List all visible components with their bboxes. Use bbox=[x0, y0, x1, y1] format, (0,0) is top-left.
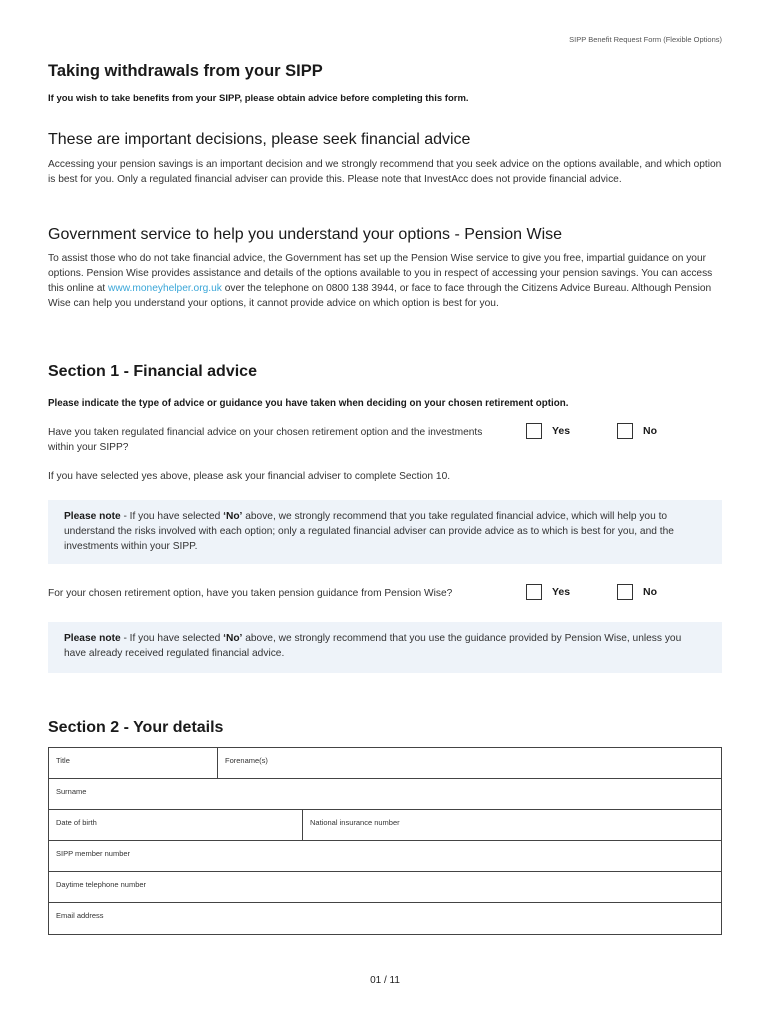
note2-rest: above, we strongly recommend that you use the guidance provided by Pension Wise, unless you have already received regulated financial advice. bbox=[64, 633, 682, 659]
section2-heading: Section 2 - Your details bbox=[48, 719, 224, 736]
q1-advice-question: Have you taken regulated financial advice on your chosen retirement option and the investments within your SIPP? bbox=[48, 427, 483, 453]
sipp-member-field[interactable] bbox=[49, 841, 721, 872]
q2-no-label: No bbox=[643, 586, 657, 598]
note1-rest: above, we strongly recommend that you take regulated financial advice, which will help you to understand the risks involved with each option; only a regulated financial adviser can provide advice as to which is best for you, and the investments within your SIPP. bbox=[64, 511, 674, 552]
intro-text: If you wish to take benefits from your SIPP, please obtain advice before completing this form. bbox=[48, 93, 469, 104]
q2-no-checkbox[interactable] bbox=[617, 584, 633, 600]
row-dob-ni bbox=[49, 810, 721, 841]
q2-yes-checkbox[interactable] bbox=[526, 584, 542, 600]
pension-wise-text-b: over the telephone on 0800 138 3944, or face to face through the Citizens Advice Bureau. Although Pension Wise can help you understand your options, it cannot provide advice on which option is best for you. bbox=[48, 283, 712, 309]
forenames-field[interactable] bbox=[218, 748, 721, 778]
dob-label: Date of birth bbox=[56, 818, 97, 827]
note2-bold: Please note bbox=[64, 633, 121, 644]
ni-number-field[interactable] bbox=[303, 810, 721, 840]
q1-no-checkbox[interactable] bbox=[617, 423, 633, 439]
note-advice bbox=[48, 500, 722, 564]
email-label: Email address bbox=[56, 911, 104, 920]
note-guidance bbox=[48, 622, 722, 673]
dob-field[interactable] bbox=[49, 810, 303, 840]
title-field[interactable] bbox=[49, 748, 218, 778]
pension-wise-text-a: To assist those who do not take financial advice, the Government has set up the Pension Wise service to give you free, impartial guidance on your options. Pension Wise provides assistance and details of the options available to you in respect of accessing your pension savings. You can access this online at bbox=[48, 253, 713, 294]
row-title-forenames bbox=[49, 748, 721, 779]
note2-dash: - If you have selected bbox=[120, 633, 224, 644]
daytime-phone-label: Daytime telephone number bbox=[56, 880, 147, 889]
q1-no-label: No bbox=[643, 425, 657, 437]
page-title: Taking withdrawals from your SIPP bbox=[48, 62, 323, 80]
note1-dash: - If you have selected bbox=[120, 511, 224, 522]
sipp-member-label: SIPP member number bbox=[56, 849, 131, 858]
decisions-paragraph: Accessing your pension savings is an important decision and we strongly recommend that you seek advice on the options available, and which option is best for you. Only a regulated financial adviser can provide this. Please note that InvestAcc does not provide financial advice. bbox=[48, 159, 722, 185]
page-number: 01 / 11 bbox=[370, 975, 400, 986]
q1-yes-checkbox[interactable] bbox=[526, 423, 542, 439]
section1-heading: Section 1 - Financial advice bbox=[48, 363, 257, 380]
q1-yes-label: Yes bbox=[552, 425, 571, 437]
personal-details-grid bbox=[48, 747, 722, 935]
decisions-heading: These are important decisions, please seek financial advice bbox=[48, 131, 471, 148]
q1-followup-text: If you have selected yes above, please ask your financial adviser to complete Section 10. bbox=[48, 471, 451, 482]
pension-wise-heading: Government service to help you understand your options - Pension Wise bbox=[48, 226, 563, 243]
section1-instruction: Please indicate the type of advice or guidance you have taken when deciding on your chosen retirement option. bbox=[48, 398, 569, 409]
email-field[interactable] bbox=[49, 903, 721, 934]
note2-quoted: ‘No’ bbox=[223, 633, 243, 644]
note1-bold: Please note bbox=[64, 511, 121, 522]
moneyhelper-link[interactable]: www.moneyhelper.org.uk bbox=[108, 283, 222, 294]
surname-label: Surname bbox=[56, 787, 87, 796]
q2-guidance-question: For your chosen retirement option, have you taken pension guidance from Pension Wise? bbox=[48, 588, 453, 599]
form-reference: SIPP Benefit Request Form (Flexible Options) bbox=[569, 35, 722, 44]
ni-number-label: National insurance number bbox=[310, 818, 400, 827]
surname-field[interactable] bbox=[49, 779, 721, 810]
note1-quoted: ‘No’ bbox=[223, 511, 243, 522]
q2-yes-label: Yes bbox=[552, 586, 571, 598]
title-label: Title bbox=[56, 756, 70, 765]
daytime-phone-field[interactable] bbox=[49, 872, 721, 903]
pension-wise-paragraph bbox=[48, 251, 724, 311]
forenames-label: Forename(s) bbox=[225, 756, 268, 765]
